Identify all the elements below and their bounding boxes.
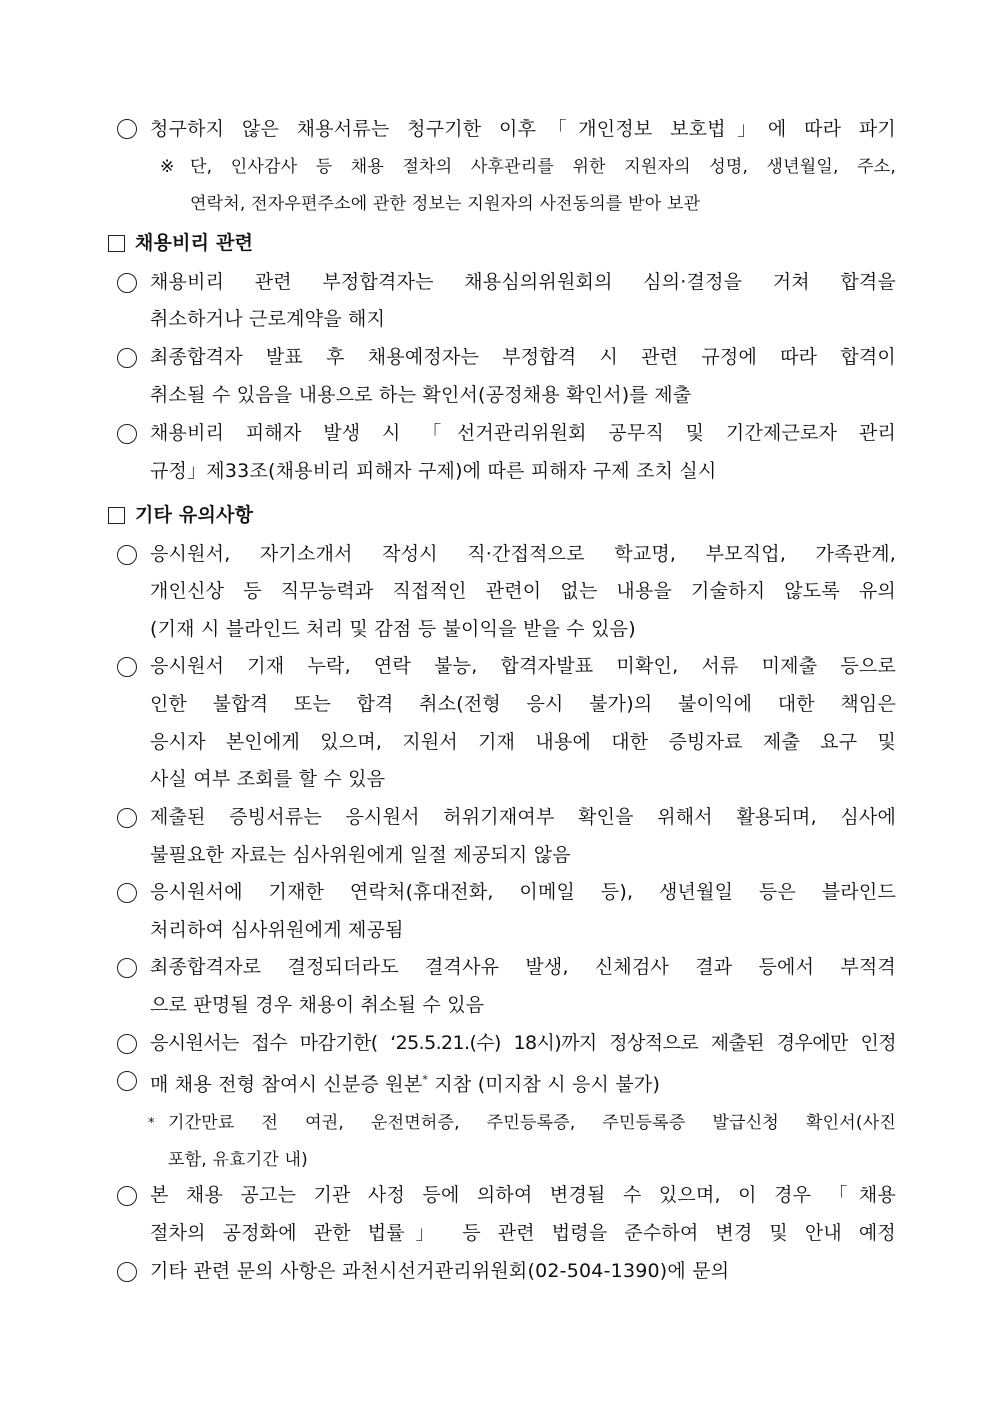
note-line: 연락처, 전자우편주소에 관한 정보는 지원자의 사전동의를 받아 보관 [190, 194, 701, 214]
list-item-continuation: 응시자 본인에게 있으며, 지원서 기재 내용에 대한 증빙자료 제출 요구 및 [150, 731, 896, 753]
circle-bullet-icon [117, 545, 137, 565]
list-item: 매 채용 전형 참여시 신분증 원본* 지참 (미지참 시 응시 불가) [150, 1073, 661, 1096]
circle-bullet-icon [117, 273, 137, 293]
list-item: 기타 관련 문의 사항은 과천시선거관리위원회(02-504-1390)에 문의 [150, 1260, 730, 1282]
list-item: 제출된 증빙서류는 응시원서 허위기재여부 확인을 위해서 활용되며, 심사에 [150, 806, 896, 828]
square-bullet-icon [108, 507, 125, 524]
list-item-continuation: 처리하여 심사위원에게 제공됨 [150, 919, 404, 941]
square-bullet-icon [108, 235, 125, 252]
circle-bullet-icon [117, 1034, 137, 1054]
circle-bullet-icon [117, 1262, 137, 1282]
list-item-continuation: 인한 불합격 또는 합격 취소(전형 응시 불가)의 불이익에 대한 책임은 [150, 693, 896, 715]
list-item: 응시원서, 자기소개서 작성시 직·간접적으로 학교명, 부모직업, 가족관계, [150, 543, 896, 565]
section-heading: 채용비리 관련 [135, 232, 254, 254]
circle-bullet-icon [117, 883, 137, 903]
circle-bullet-icon [117, 424, 137, 444]
list-item: 청구하지 않은 채용서류는 청구기한 이후「개인정보 보호법」에 따라 파기 [150, 118, 896, 140]
list-item-continuation: 취소하거나 근로계약을 해지 [150, 308, 386, 330]
circle-bullet-icon [117, 1186, 137, 1206]
list-item: 채용비리 피해자 발생 시 「선거관리위원회 공무직 및 기간제근로자 관리 [150, 422, 896, 444]
footnote-marker: * [148, 1116, 155, 1131]
list-item: 응시원서 기재 누락, 연락 불능, 합격자발표 미확인, 서류 미제출 등으로 [150, 655, 896, 677]
list-item-continuation: 불필요한 자료는 심사위원에게 일절 제공되지 않음 [150, 844, 571, 866]
note-line: 단, 인사감사 등 채용 절차의 사후관리를 위한 지원자의 성명, 생년월일, 주소, [190, 157, 896, 177]
list-item: 응시원서에 기재한 연락처(휴대전화, 이메일 등), 생년월일 등은 블라인드 [150, 881, 896, 903]
list-item: 최종합격자 발표 후 채용예정자는 부정합격 시 관련 규정에 따라 합격이 [150, 346, 896, 368]
list-item-continuation: 으로 판명될 경우 채용이 취소될 수 있음 [150, 994, 485, 1016]
list-item-continuation: (기재 시 블라인드 처리 및 감점 등 불이익을 받을 수 있음) [150, 618, 636, 640]
footnote-reference: * [422, 1073, 429, 1086]
note-marker: ※ [160, 157, 175, 177]
list-item: 최종합격자로 결정되더라도 결격사유 발생, 신체검사 결과 등에서 부적격 [150, 956, 896, 978]
section-heading: 기타 유의사항 [135, 504, 254, 526]
list-item-continuation: 규정」제33조(채용비리 피해자 구제)에 따른 피해자 구제 조치 실시 [150, 460, 717, 482]
footnote-line: 포함, 유효기간 내) [168, 1150, 308, 1170]
circle-bullet-icon [117, 657, 137, 677]
circle-bullet-icon [117, 119, 137, 139]
list-item-continuation: 취소될 수 있음을 내용으로 하는 확인서(공정채용 확인서)를 제출 [150, 384, 692, 406]
list-item: 본 채용 공고는 기관 사정 등에 의하여 변경될 수 있으며, 이 경우 「채용 [150, 1184, 896, 1206]
circle-bullet-icon [117, 1071, 137, 1091]
list-item-continuation: 절차의 공정화에 관한 법률」 등 관련 법령을 준수하여 변경 및 안내 예정 [150, 1222, 896, 1244]
circle-bullet-icon [117, 348, 137, 368]
list-item: 응시원서는 접수 마감기한( ‘25.5.21.(수) 18시)까지 정상적으로 제출된 경우에만 인정 [150, 1032, 896, 1054]
list-item-continuation: 사실 여부 조회를 할 수 있음 [150, 768, 386, 790]
list-item: 채용비리 관련 부정합격자는 채용심의위원회의 심의·결정을 거쳐 합격을 [150, 271, 896, 293]
footnote-line: 기간만료 전 여권, 운전면허증, 주민등록증, 주민등록증 발급신청 확인서(사진 [168, 1113, 896, 1133]
circle-bullet-icon [117, 958, 137, 978]
circle-bullet-icon [117, 808, 137, 828]
list-item-continuation: 개인신상 등 직무능력과 직접적인 관련이 없는 내용을 기술하지 않도록 유의 [150, 580, 896, 602]
